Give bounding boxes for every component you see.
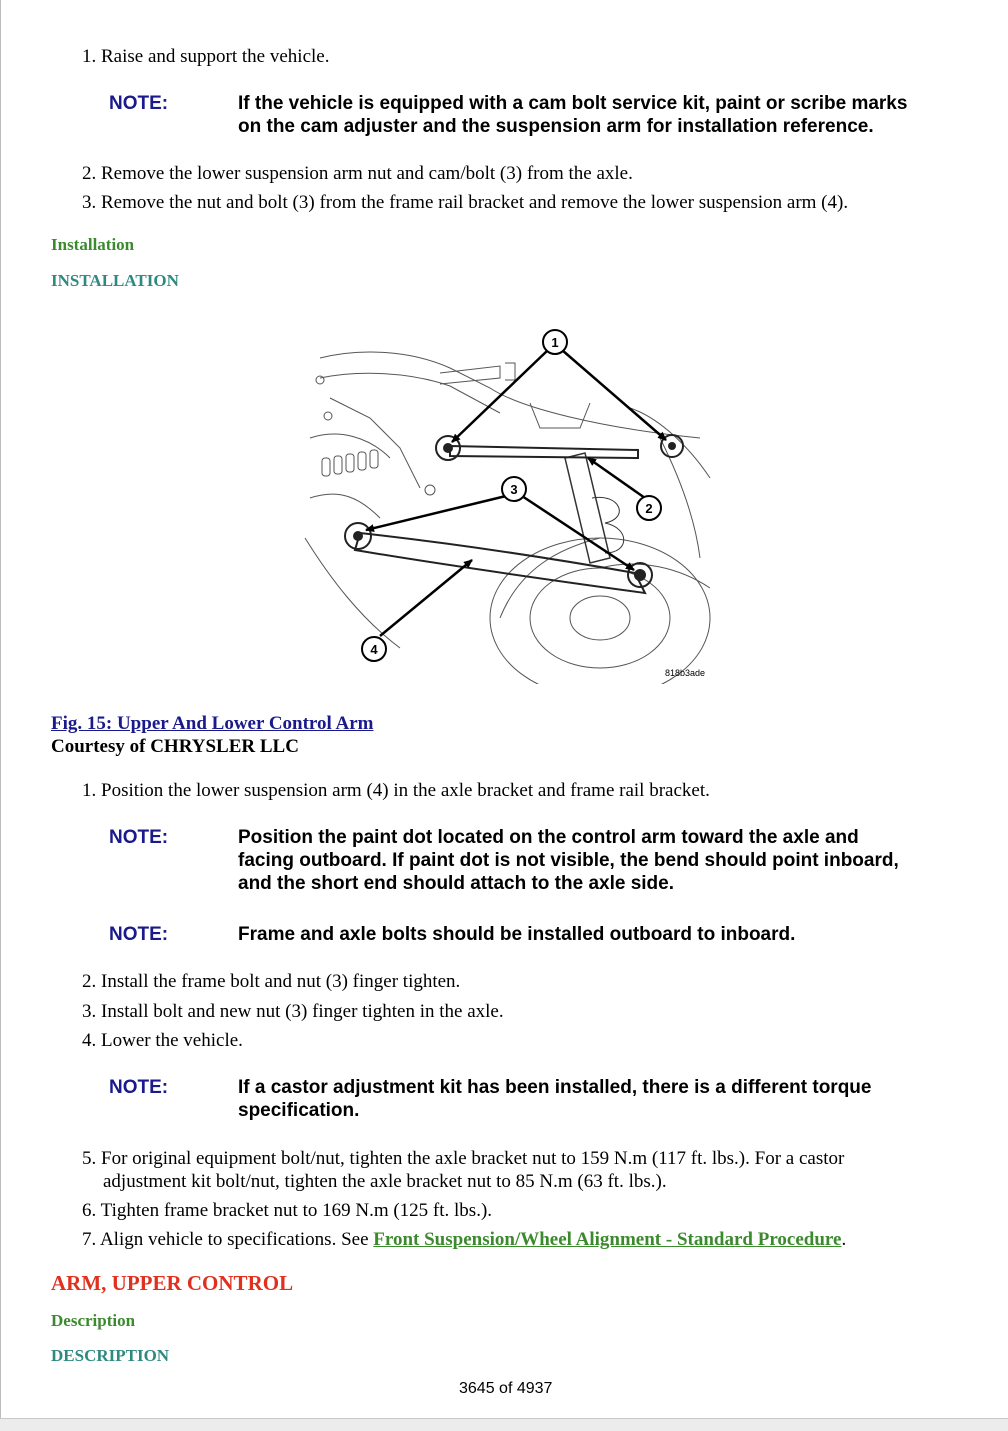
svg-text:1: 1 [551,335,559,350]
callout-3 [502,477,526,501]
note-label: NOTE: [109,827,169,848]
callout-1 [543,330,567,354]
note-text-line: facing outboard. If paint dot is not visible, the bend should point inboard, [238,850,899,871]
removal-step-1: 1. Raise and support the vehicle. [82,46,330,67]
note-text-line: If the vehicle is equipped with a cam bolt service kit, paint or scribe marks [238,93,908,114]
page-bottom-edge [0,1418,1008,1431]
figure-courtesy: Courtesy of CHRYSLER LLC [51,736,299,757]
figure-caption-link[interactable]: Fig. 15: Upper And Lower Control Arm [51,713,374,734]
install-step-3: 3. Install bolt and new nut (3) finger tighten in the axle. [82,1001,504,1022]
figure-code: 818b3ade [665,668,706,678]
page-border-left [0,0,1,1418]
install-step-1: 1. Position the lower suspension arm (4) in the axle bracket and frame rail bracket. [82,780,710,801]
callout-2 [637,496,661,520]
install-step-7-suffix: . [841,1229,847,1250]
install-step-4: 4. Lower the vehicle. [82,1030,243,1051]
callout-4 [362,637,386,661]
control-arm-illustration [300,318,720,684]
install-step-6: 6. Tighten frame bracket nut to 169 N.m (125 ft. lbs.). [82,1200,493,1221]
installation-heading: Installation [51,235,135,254]
note-label: NOTE: [109,93,169,114]
note-label: NOTE: [109,924,169,945]
page-number: 3645 of 4937 [459,1380,553,1397]
install-step-5-continued: adjustment kit bolt/nut, tighten the axle bracket nut to 85 N.m (63 ft. lbs.). [103,1171,667,1192]
removal-step-3: 3. Remove the nut and bolt (3) from the frame rail bracket and remove the lower suspension arm (4). [82,192,849,213]
removal-step-2: 2. Remove the lower suspension arm nut and cam/bolt (3) from the axle. [82,163,633,184]
svg-text:2: 2 [645,501,653,516]
description-heading: Description [51,1311,136,1330]
svg-text:3: 3 [510,482,518,497]
wheel-alignment-link[interactable]: Front Suspension/Wheel Alignment - Standard Procedure [373,1229,842,1250]
note-text-line: on the cam adjuster and the suspension arm for installation reference. [238,116,874,137]
install-step-5: 5. For original equipment bolt/nut, tighten the axle bracket nut to 159 N.m (117 ft. lbs.). For a castor [82,1148,845,1169]
note-text-line: specification. [238,1100,360,1121]
control-arm-figure [300,318,720,684]
install-step-7-text: 7. Align vehicle to specifications. See [82,1229,374,1250]
upper-control-arm-heading: ARM, UPPER CONTROL [51,1271,294,1295]
install-step-7 [82,1228,846,1251]
installation-subheading: INSTALLATION [51,271,179,290]
description-subheading: DESCRIPTION [51,1346,170,1365]
note-text-line: If a castor adjustment kit has been installed, there is a different torque [238,1077,872,1098]
svg-text:4: 4 [370,642,378,657]
install-step-2: 2. Install the frame bolt and nut (3) finger tighten. [82,971,461,992]
note-text-line: and the short end should attach to the axle side. [238,873,675,894]
note-label: NOTE: [109,1077,169,1098]
note-text-line: Frame and axle bolts should be installed outboard to inboard. [238,924,796,945]
note-text-line: Position the paint dot located on the control arm toward the axle and [238,827,859,848]
